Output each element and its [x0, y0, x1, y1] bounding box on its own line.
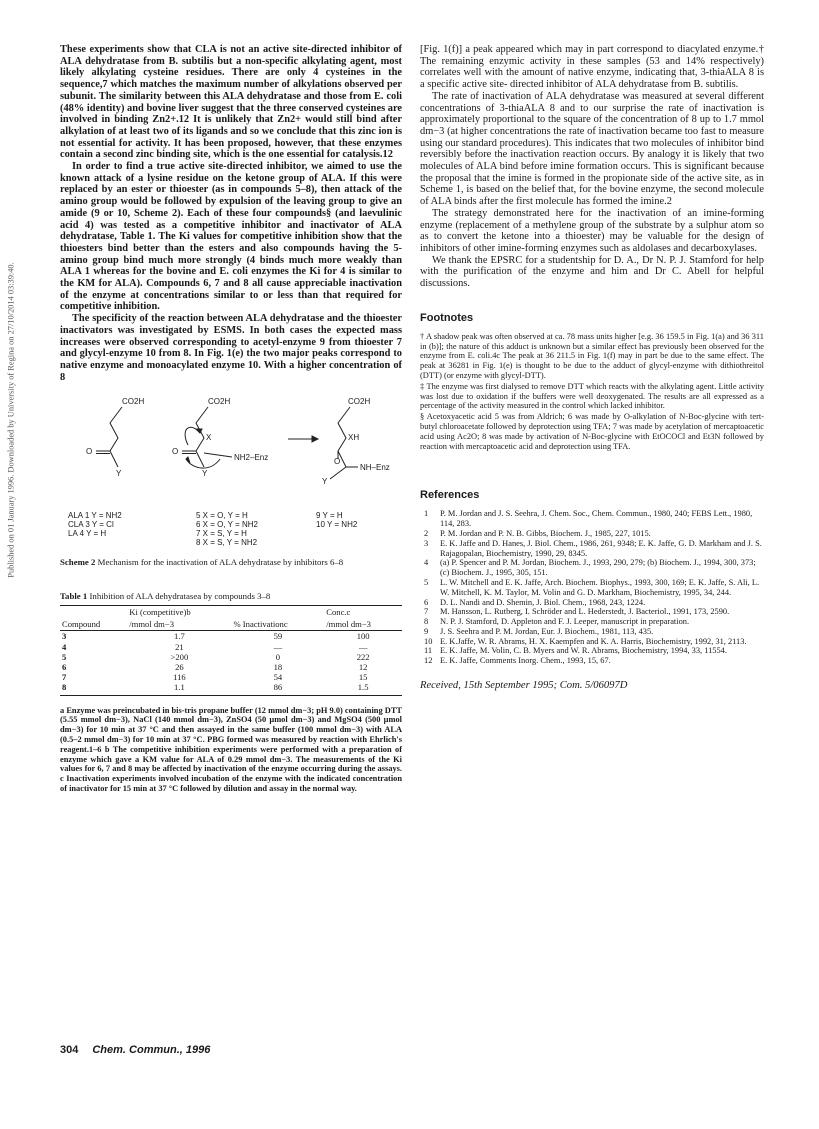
reference-text: E. K.Jaffe, W. R. Abrams, H. X. Kaempfen and K. A. Harris, Biochemistry, 1992, 31, 2113.	[440, 636, 747, 646]
table-header-inactivation: % Inactivationc	[232, 618, 325, 631]
body-paragraph-2: In order to find a true active site-directed inhibitor, we aimed to use the known attack of a lysine residue on the ketone group of ALA. If this were replaced by an ester or thioester (as in compounds 5–8), then attack of the amino group would be followed by expulsion of the leaving group to give an amide (9 or 10, Scheme 2). Each of these four compounds§ (and laevulinic acid 4) was tested as a competitive inhibitor and inactivator of ALA dehydratase, Table 1. The Ki values for competitive inhibition show that the thioesters bind better than the esters and also compounds having the 5-amino group bind much more strongly (4 binds much more weakly than ALA 1 whereas for the bovine and E. coli enzymes the Ki for 4 is similar to the KM for ALA). Compounds 6, 7 and 8 all cause appreciable inactivation of the enzyme at concentrations similar to or less than that required for competitive inhibition.	[60, 161, 402, 313]
body-paragraph-1: These experiments show that CLA is not an active site-directed inhibitor of ALA dehydratase from B. subtilis but a non-specific alkylating agent, most likely alkylating cysteine residues. There are only 4 cysteines in the sequence,7 which matches the maximum number of alkylations observed per subunit. The similarity between this ALA dehydratase and those from E. coli (48% identity) and bovine liver suggest that the three conserved cysteines are involved in binding Zn2+.12 It is unlikely that Zn2+ would still bind after alkylation of at least two of its ligands and so we conclude that this zinc ion is not essential for activity. It has been proposed, however, that these enzymes contain a second zinc binding site, which is the one essential for catalysis.12	[60, 44, 402, 161]
cell-conc: 1.5	[324, 682, 402, 695]
cell-compound: 5	[62, 651, 67, 662]
reference-number: 5	[424, 577, 429, 587]
reference-text: P. M. Jordan and P. N. B. Gibbs, Biochem. J., 1985, 227, 1015.	[440, 528, 651, 538]
table-1-label: Table 1	[60, 591, 88, 602]
reference-number: 2	[424, 528, 429, 538]
cell-inactivation: 86	[232, 682, 325, 695]
cell-ki: 1.7	[174, 631, 185, 642]
table-1-title	[60, 591, 402, 601]
cell-inactivation: 54	[273, 672, 283, 683]
reference-item	[420, 646, 764, 656]
scheme-2-caption	[60, 557, 402, 567]
table-header-ki-unit: /mmol dm−3	[127, 618, 231, 631]
footnote-dagger: † A shadow peak was often observed at ca. 78 mass units higher [e.g. 36 159.5 in Fig. 1(a) and 36 311 in (b)]; the nature of this adduct is unknown but a similar effect has previously been observed for the enzyme from E. coli.4c The peak at 36 211.5 in Fig. 1(f) may in part be due to the same effect. The peak at 36281 in Fig. 1(e) is thought to be due to the adduct of glycyl-enzyme with dithiothreitol (DTT) (or enzyme with glycyl-DTT).	[420, 331, 764, 380]
download-watermark	[4, 200, 18, 640]
references-heading: References	[420, 489, 480, 502]
label-o-3: O	[334, 457, 341, 467]
reference-item	[420, 539, 764, 559]
table-row	[60, 631, 402, 642]
reference-item	[420, 617, 764, 627]
compound-list-item: 5 X = O, Y = H	[196, 511, 248, 521]
scheme-2-figure	[60, 393, 402, 553]
footnotes-heading: Footnotes	[420, 311, 474, 324]
reference-item	[420, 509, 764, 529]
compound-list-item: 8 X = S, Y = NH2	[196, 538, 258, 548]
reference-text: D. L. Nandi and D. Shemin, J. Biol. Chem., 1968, 243, 1224.	[440, 597, 646, 607]
structure-2-amine-bond	[204, 453, 232, 457]
body-paragraph-6: The strategy demonstrated here for the inactivation of an imine-forming enzyme (replacement of a methylene group of the substrate by a sulphur atom so as to convert the ketone into a thioester) may be valuable for the design of inhibitors of other imine-forming enzymes such as aldolases and decarboxylases.	[420, 207, 764, 254]
table-row	[60, 672, 402, 682]
label-co2h-3: CO2H	[348, 397, 371, 407]
footnotes-list	[420, 332, 764, 452]
reference-number: 10	[424, 636, 433, 646]
reference-item	[420, 627, 764, 637]
table-row	[60, 642, 402, 652]
reference-item	[420, 598, 764, 608]
table-row	[60, 682, 402, 695]
compound-list-item: LA 4 Y = H	[68, 529, 107, 539]
footnote-double-dagger: ‡ The enzyme was first dialysed to remove DTT which reacts with the alkylating agent. Little activity was lost due to oxidation if the buffers were well deoxygenated. The results are all expressed as a percentage of the activity measured in the control which lacked inhibitor.	[420, 381, 764, 411]
cell-compound: 7	[62, 672, 67, 683]
cell-conc: —	[358, 641, 368, 652]
cell-inactivation: —	[273, 641, 283, 652]
reference-number: 7	[424, 607, 429, 617]
compound-list-2	[196, 511, 258, 547]
cell-compound: 4	[62, 641, 67, 652]
references-list	[420, 509, 764, 666]
reference-text: J. S. Seehra and P. M. Jordan, Eur. J. Biochem., 1981, 113, 435.	[440, 626, 654, 636]
cell-ki: 21	[175, 641, 184, 652]
compound-list-3	[316, 511, 357, 529]
reference-item	[420, 578, 764, 598]
reference-number: 1	[424, 509, 429, 519]
reference-number: 12	[424, 656, 433, 666]
structure-3-y-bond	[330, 467, 346, 479]
reference-number: 6	[424, 597, 429, 607]
label-co2h-1: CO2H	[122, 397, 145, 407]
cell-inactivation: 0	[275, 651, 281, 662]
cell-conc: 100	[356, 631, 370, 642]
reference-text: M. Hansson, L. Rutberg, I. Schröder and L. Hederstedt, J. Bacteriol., 1991, 173, 2590.	[440, 607, 730, 617]
journal-citation: Chem. Commun., 1996	[92, 1044, 211, 1056]
label-nh2-enz: NH2–Enz	[234, 453, 269, 463]
table-header-compound: Compound	[60, 618, 127, 631]
table-header-inact-spacer	[232, 606, 325, 619]
compound-list-1	[68, 511, 122, 538]
label-o-2: O	[172, 447, 179, 457]
scheme-2-caption-label: Scheme 2	[60, 557, 96, 568]
cell-inactivation: 59	[273, 631, 283, 642]
table-1-title-text: Inhibition of ALA dehydratasea by compounds 3–8	[87, 591, 271, 602]
reference-text: E. K. Jaffe, Comments Inorg. Chem., 1993, 15, 67.	[440, 656, 611, 666]
reference-item	[420, 637, 764, 647]
label-y-2: Y	[202, 469, 208, 479]
table-1-footnote: a Enzyme was preincubated in bis-tris propane buffer (12 mmol dm−3; pH 9.0) containing DTT (5.55 mmol dm−3), NaCl (140 mmol dm−3), ZnSO4 (50 µmol dm−3) and MgSO4 (500 µmol dm−3) for 10 min at 37 °C and then assayed in the same buffer (100 mmol dm−3) with ALA (0.5–2 mmol dm−3) for 10 min at 37 °C. PBG formed was measured by reaction with Ehrlich's reagent.1–6 b The competitive inhibition experiments were performed with a preparation of enzyme which gave a KM value for ALA of 0.29 mmol dm−3. The measurements of the Ki values for 6, 7 and 8 may be affected by inactivation of the enzyme occurring during the assays. c Inactivation experiments involved incubation of the enzyme with the indicated concentration of inactivator for 15 min at 37 °C followed by dilution and assay in the normal way.	[60, 705, 402, 793]
table-header-conc: Conc.c	[324, 606, 402, 619]
reference-item	[420, 558, 764, 578]
cell-ki: 116	[173, 672, 186, 683]
page-footer	[60, 1044, 210, 1056]
reference-number: 3	[424, 538, 429, 548]
table-row	[60, 662, 402, 672]
compound-list-item: ALA 1 Y = NH2	[68, 511, 122, 521]
footnote-section: § Acetoxyacetic acid 5 was from Aldrich; 6 was made by O-alkylation of N-Boc-glycine with tert-butyl chloroacetate followed by deprotection using TFA; 7 was made by acetylation of mercaptoacetic acid using Ac2O; 8 was made by activation of N-Boc-glycine with EtOCOCl and Et3N followed by reaction with mercaptoacetic acid and deprotection using TFA.	[420, 412, 764, 451]
cell-conc: 222	[356, 651, 370, 662]
structure-1-chain	[110, 407, 122, 467]
cell-ki: 26	[175, 662, 184, 672]
reaction-arrow-head	[312, 436, 318, 442]
body-paragraph-5: The rate of inactivation of ALA dehydratase was measured at several different concentrations of 3-thiaALA 8 and to our surprise the rate of inactivation is approximately proportional to the square of the concentration of 8 up to 1.7 mmol dm−3 (at higher concentrations the rate of inactivation became too fast to measure using our standard procedures). This indicates that two molecules of inhibitor bind reversibly before the inactivation reaction occurs. By analogy it is likely that two molecules of ALA bind before imine formation occurs. This is significant because the proposal that the imine is formed in the propionate side of the active site, as in Scheme 1, is based on the belief that, for the bovine enzyme, the second molecule of ALA binds after the first molecule has formed the imine.2	[420, 90, 764, 208]
reference-text: N. P. J. Stamford, D. Appleton and F. J. Leeper, manuscript in preparation.	[440, 617, 690, 627]
compound-list-item: 7 X = S, Y = H	[196, 529, 247, 539]
body-paragraph-3: The specificity of the reaction between ALA dehydratase and the thioester inactivators was investigated by ESMS. In both cases the expected mass increases were observed corresponding to acetyl-enzyme 9 from thioester 7 and glycyl-enzyme 10 from 8. In Fig. 1(e) the two major peaks correspond to native enzyme and monoacylated enzyme 10. With a higher concentration of 8	[60, 313, 402, 383]
inhibition-table	[60, 605, 402, 695]
reference-text: E. K. Jaffe, M. Volin, C. B. Myers and W. R. Abrams, Biochemistry, 1994, 33, 11554.	[440, 646, 727, 656]
curly-arrow-1	[186, 459, 220, 468]
cell-compound: 6	[62, 662, 67, 672]
reference-number: 8	[424, 617, 429, 627]
cell-compound: 3	[62, 631, 67, 642]
compound-list-item: 6 X = O, Y = NH2	[196, 520, 258, 530]
reference-number: 4	[424, 558, 429, 568]
scheme-2-structures	[60, 393, 402, 503]
compound-list-item: CLA 3 Y = Cl	[68, 520, 114, 530]
reference-text: P. M. Jordan and J. S. Seehra, J. Chem. Soc., Chem. Commun., 1980, 240; FEBS Lett., 1980, 114, 283.	[440, 509, 753, 529]
reference-item	[420, 656, 764, 666]
cell-ki: 1.1	[127, 682, 231, 695]
label-o-1: O	[86, 447, 93, 457]
scheme-2-caption-text: Mechanism for the inactivation of ALA dehydratase by inhibitors 6–8	[95, 557, 344, 568]
download-watermark-text: Published on 01 January 1996. Downloaded by University of Regina on 27/10/2014 03:39:40.	[6, 262, 16, 578]
label-y-1: Y	[116, 469, 122, 479]
cell-conc: 15	[358, 672, 368, 683]
table-header-compound-spacer	[60, 606, 127, 619]
label-xh: XH	[348, 433, 360, 443]
received-date: Received, 15th September 1995; Com. 5/06097D	[420, 680, 628, 692]
table-row	[60, 652, 402, 662]
label-co2h-2: CO2H	[208, 397, 231, 407]
reference-item	[420, 529, 764, 539]
cell-compound: 8	[60, 682, 127, 695]
reference-number: 11	[424, 646, 433, 656]
label-y-3: Y	[322, 477, 328, 487]
compound-list-item: 10 Y = NH2	[316, 520, 358, 530]
right-column	[420, 44, 764, 702]
reference-item	[420, 607, 764, 617]
cell-ki: >200	[170, 651, 189, 662]
label-nh-enz: NH–Enz	[360, 463, 390, 473]
cell-inactivation: 18	[273, 662, 283, 672]
cell-conc: 12	[358, 662, 368, 672]
acknowledgement: We thank the EPSRC for a studentship for D. A., Dr N. P. J. Stamford for help with the purification of the enzyme and him and Dr C. Abell for helpful discussions.	[420, 254, 764, 290]
table-header-conc-unit: /mmol dm−3	[324, 618, 402, 631]
reference-text: (a) P. Spencer and P. M. Jordan, Biochem. J., 1993, 290, 279; (b) Biochem. J., 1994, 300, 373; (c) Biochem. J., 1995, 305, 151.	[440, 558, 756, 578]
table-header-ki: Ki (competitive)b	[127, 606, 231, 619]
label-x-2: X	[206, 433, 212, 443]
compound-list-item: 9 Y = H	[316, 511, 343, 521]
left-column	[60, 44, 402, 802]
page-number: 304	[60, 1044, 79, 1056]
body-paragraph-4: [Fig. 1(f)] a peak appeared which may in part correspond to diacylated enzyme.† The remaining enzymic activity in these samples (53 and 14% respectively) correlates well with the amount of native enzyme, indicating that, 3-thiaALA 8 is a specific active site- directed inhibitor of ALA dehydratase from B. subtilis.	[420, 44, 764, 91]
reference-number: 9	[424, 626, 429, 636]
reference-text: E. K. Jaffe and D. Hanes, J. Biol. Chem., 1986, 261, 9348; E. K. Jaffe, G. D. Markham and J. S. Rajagopalan, Biochemistry, 1990, 29, 8345.	[440, 538, 762, 558]
reference-text: L. W. Mitchell and E. K. Jaffe, Arch. Biochem. Biophys., 1993, 300, 169; E. K. Jaffe, S. Ali, L. W. Mitchell, K. M. Taylor, M. Volin and G. D. Markham, Biochemistry, 1995, 34, 244.	[440, 577, 760, 597]
